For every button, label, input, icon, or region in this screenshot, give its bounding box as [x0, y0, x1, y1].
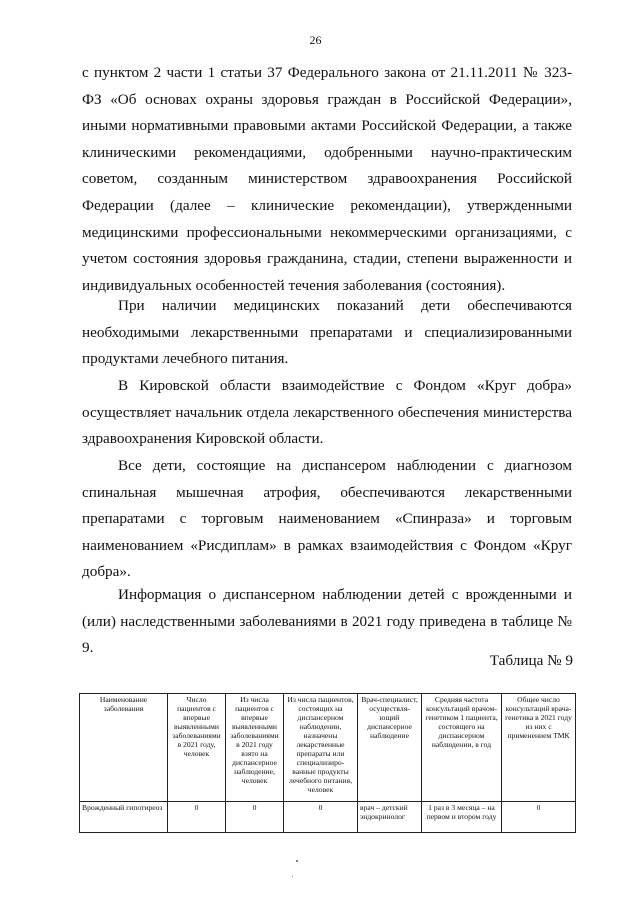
cell-total-consultations: 0	[502, 802, 576, 833]
header-new-patients: Число пациентов с впервые выявленными заболеваниями в 2021 году, человек	[168, 694, 226, 802]
header-dispensary-taken: Из числа пациентов с впервые выявленными заболеваниями в 2021 году взято на диспансерное наблюдение, человек	[226, 694, 284, 802]
table-header-row	[80, 694, 576, 802]
cell-disease-name: Врожденный гипотиреоз	[80, 802, 168, 833]
header-medications-prescribed: Из числа пациентов, состоящих на диспансерном наблюдении, назначены лекарственные препараты или специализиро-ванные продукты лечебного питания, человек	[284, 694, 358, 802]
cell-medications-prescribed: 0	[284, 802, 358, 833]
scan-speck	[296, 860, 298, 862]
page-number: 26	[309, 33, 322, 47]
cell-consult-frequency: 1 раз в 3 месяца – на первом и втором году	[422, 802, 502, 833]
paragraph-4: Все дети, состоящие на диспансером наблюдении с диагнозом спинальная мышечная атрофия, обеспечиваются лекарственными препаратами с торговым наименованием «Спинраза» и торговым наименованием «Рисдиплам» в рамках взаимодействия с Фондом «Круг добра».	[82, 457, 572, 581]
header-consult-frequency: Средняя частота консультаций врачом-генетиком 1 пациента, состоящего на диспансерном наблюдении, в год	[422, 694, 502, 802]
header-disease-name: Наименование заболевания	[80, 694, 168, 802]
header-specialist: Врач-специалист, осуществля-ющий диспансерное наблюдение	[358, 694, 422, 802]
table-row	[80, 802, 576, 833]
header-total-consultations: Общее число консультаций врача-генетика в 2021 году из них с применением ТМК	[502, 694, 576, 802]
paragraph-5: Информация о диспансерном наблюдении детей с врожденными и (или) наследственными заболеваниями в 2021 году приведена в таблице № 9.	[82, 586, 572, 657]
cell-dispensary-taken: 0	[226, 802, 284, 833]
scan-speck	[292, 876, 293, 877]
paragraph-3: В Кировской области взаимодействие с Фондом «Круг добра» осуществляет начальник отдела лекарственного обеспечения министерства здравоохранения Кировской области.	[82, 377, 572, 448]
data-table	[79, 693, 576, 833]
paragraph-2: При наличии медицинских показаний дети обеспечиваются необходимыми лекарственными препаратами и специализированными продуктами лечебного питания.	[82, 297, 572, 368]
paragraph-1: с пунктом 2 части 1 статьи 37 Федерального закона от 21.11.2011 № 323-ФЗ «Об основах охраны здоровья граждан в Российской Федерации», иными нормативными правовыми актами Российской Федерации, а также клиническими рекомендациями, одобренными научно-практическим советом, созданным министерством здравоохранения Российской Федерации (далее – клинические рекомендации), утвержденными медицинскими профессиональными некоммерческими организациями, с учетом состояния здоровья гражданина, стадии, степени выраженности и индивидуальных особенностей течения заболевания (состояния).	[82, 64, 572, 294]
cell-new-patients: 0	[168, 802, 226, 833]
table-title: Таблица № 9	[489, 652, 573, 669]
cell-specialist: врач – детский эндокринолог	[358, 802, 422, 833]
